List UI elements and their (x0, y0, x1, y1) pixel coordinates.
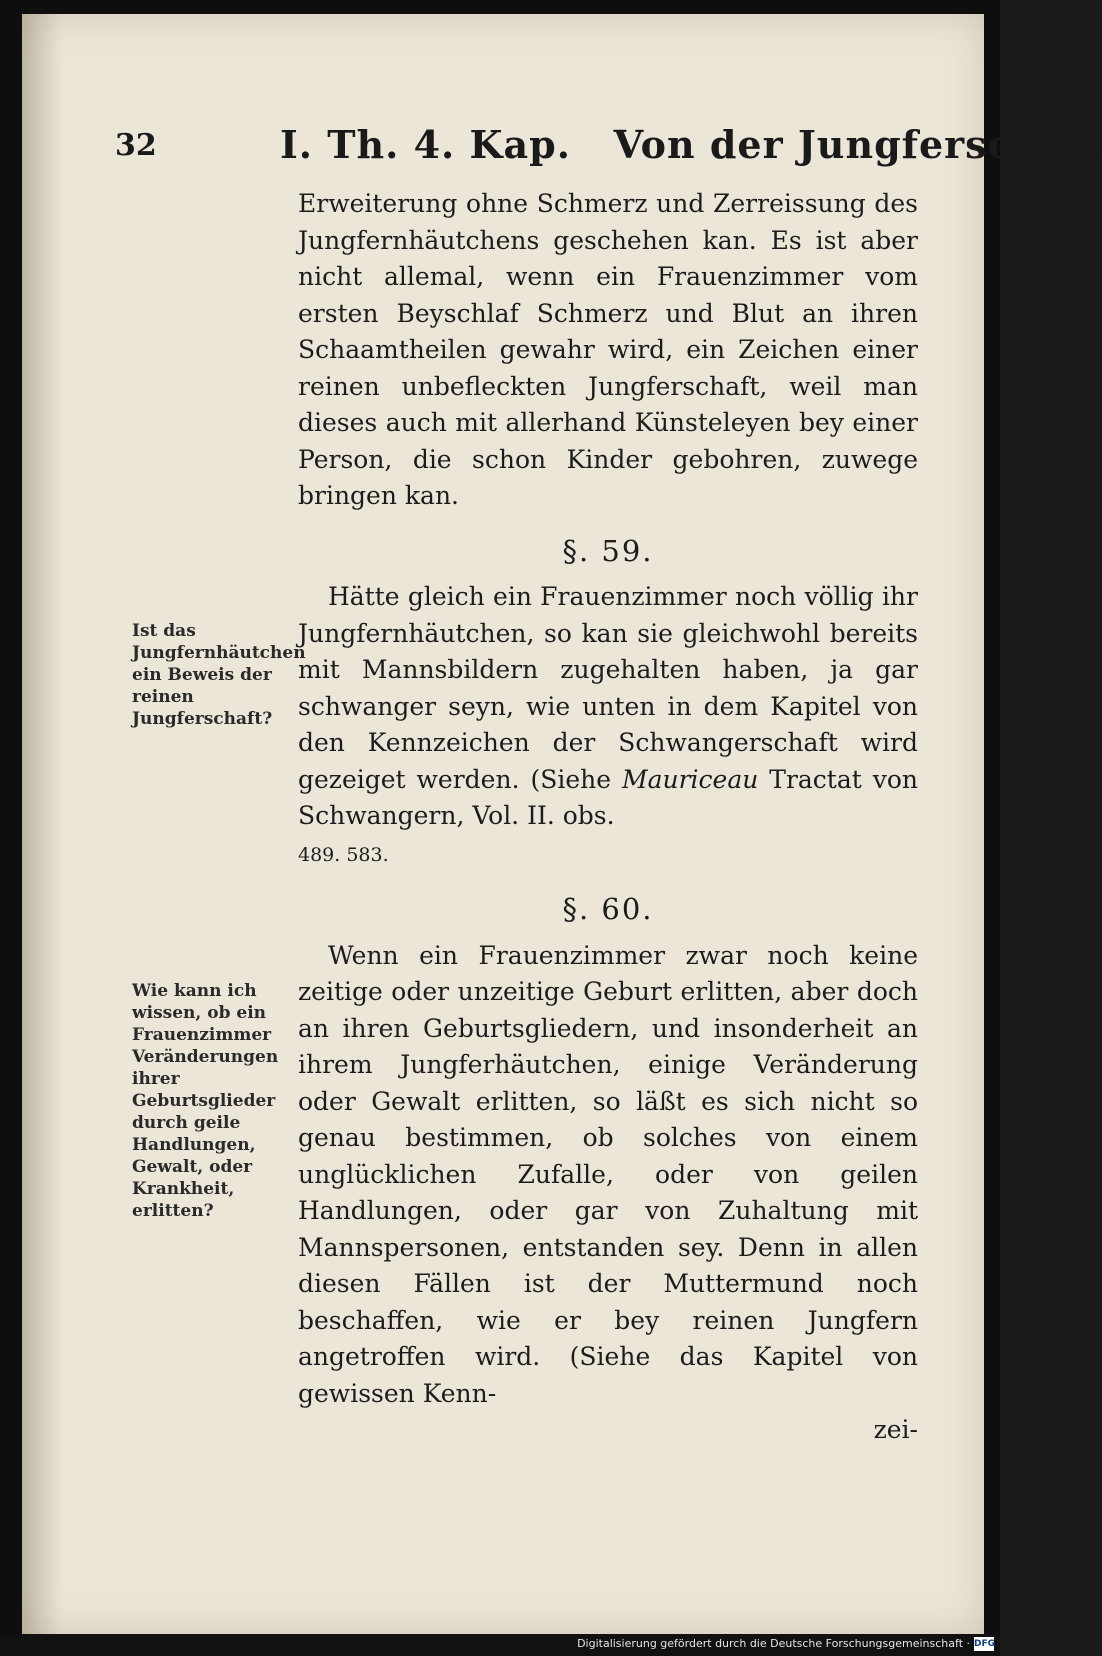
section-heading-59: §. 59. (562, 533, 654, 568)
dfg-logo-icon: DFG (974, 1639, 996, 1649)
digitization-credit: Digitalisierung gefördert durch die Deutsche Forschungsgemeinschaft · (577, 1637, 970, 1650)
observation-references: 489. 583. (298, 843, 389, 866)
paragraph-59 (298, 579, 918, 873)
paragraph-59-text: Hätte gleich ein Frauenzimmer noch völlig ihr Jungfernhäutchen, so kan sie gleichwohl bereits mit Mannsbildern zugehalten haben, ja gar schwanger seyn, wie unten in dem Kapitel von den Kennzeichen der Schwangerschaft wird gezeiget werden. (Siehe (298, 582, 918, 794)
page-gutter-shadow (22, 14, 62, 1634)
margin-note-jungfernhaeutchen: Ist das Jungfernhäutchen ein Beweis der reinen Jungferschaft? (132, 621, 306, 729)
margin-note-veraenderungen: Wie kann ich wissen, ob ein Frauenzimmer Veränderungen ihrer Geburtsglieder durch geile Handlungen, Gewalt, oder Krankheit, erlitten? (132, 981, 279, 1221)
paragraph-59-text-rest: Tractat von Schwangern, Vol. II. obs. (298, 764, 918, 830)
section-heading-60: §. 60. (562, 892, 654, 926)
main-text-column (298, 186, 918, 1449)
paragraph-60: Wenn ein Frauenzimmer zwar noch keine zeitige oder unzeitige Geburt erlitten, aber doch an ihren Geburtsgliedern, und insonderheit an ihrem Jungferhäutchen, einige Veränderung oder Gewalt erlitten, so läßt es sich nicht so genau bestimmen, ob solches von einem unglücklichen Zufalle, oder von geilen Handlungen, oder gar von Zuhaltung mit Mannspersonen, entstanden sey. Denn in allen diesen Fällen ist der Muttermund noch beschaffen, wie er bey reinen Jungfern angetroffen wird. (Siehe das Kapitel von gewissen Kenn- (298, 940, 918, 1408)
page-header (115, 110, 1102, 170)
catchword: zei- (873, 1415, 918, 1444)
footer-bar (0, 1634, 1000, 1656)
paragraph-continued: Erweiterung ohne Schmerz und Zerreissung des Jungfernhäutchens geschehen kan. Es ist aber nicht allemal, wenn ein Frauenzimmer vom ersten Beyschlaf Schmerz und Blut an ihren Schaamtheilen gewahr wird, ein Zeichen einer reinen unbefleckten Jungferschaft, weil man dieses auch mit allerhand Künsteleyen bey einer Person, die schon Kinder gebohren, zuwege bringen kan. (298, 189, 918, 510)
page-number: 32 (115, 128, 157, 163)
author-name-italic: Mauriceau (621, 764, 759, 794)
running-title: I. Th. 4. Kap. Von der Jungferschaft (280, 122, 1102, 167)
